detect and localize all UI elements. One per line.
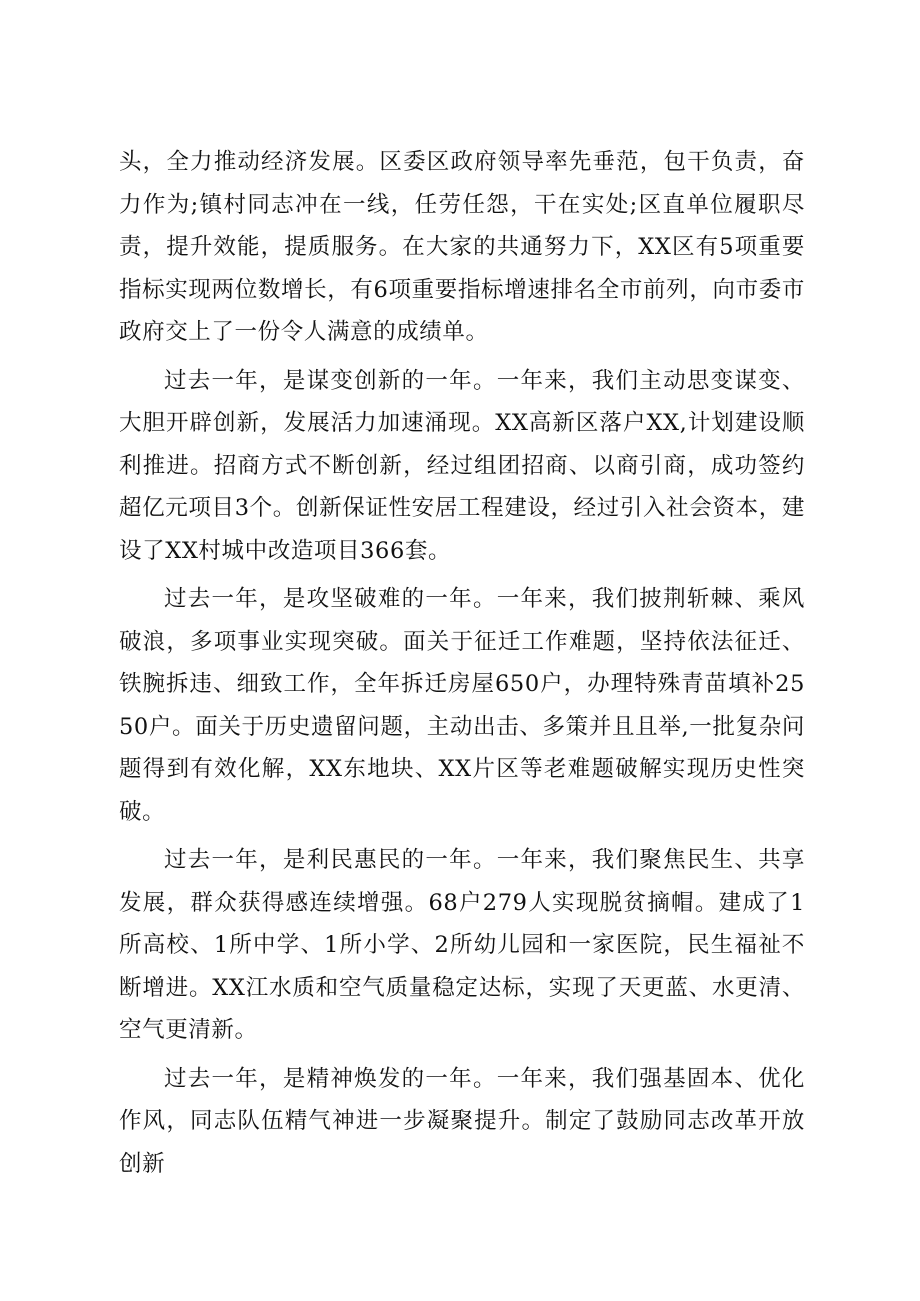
paragraph-continuation: 头，全力推动经济发展。区委区政府领导率先垂范，包干负责，奋力作为;镇村同志冲在一线，任劳任怨，干在实处;区直单位履职尽责，提升效能，提质服务。在大家的共通努力下，XX区有5项重要指标实现两位数增长，有6项重要指标增速排名全市前列，向市委市政府交上了一份令人满意的成绩单。	[119, 149, 805, 345]
paragraph-innovation: 过去一年，是谋变创新的一年。一年来，我们主动思变谋变、大胆开辟创新，发展活力加速涌现。XX高新区落户XX,计划建设顺利推进。招商方式不断创新，经过组团招商、以商引商，成功签约超亿元项目3个。创新保证性安居工程建设，经过引入社会资本，建设了XX村城中改造项目366套。	[119, 367, 805, 564]
paragraph-livelihood: 过去一年，是利民惠民的一年。一年来，我们聚焦民生、共享发展，群众获得感连续增强。68户279人实现脱贫摘帽。建成了1所高校、1所中学、1所小学、2所幼儿园和一家医院，民生福祉不断增进。XX江水质和空气质量稳定达标，实现了天更蓝、水更清、空气更清新。	[119, 847, 805, 1043]
paragraph-spirit: 过去一年，是精神焕发的一年。一年来，我们强基固本、优化作风，同志队伍精气神进一步凝聚提升。制定了鼓励同志改革开放创新	[119, 1065, 805, 1177]
paragraph-breakthrough: 过去一年，是攻坚破难的一年。一年来，我们披荆斩棘、乘风破浪，多项事业实现突破。面关于征迁工作难题，坚持依法征迁、铁腕拆违、细致工作，全年拆迁房屋650户，办理特殊青苗填补2550户。面关于历史遗留问题，主动出击、多策并且且举,一批复杂问题得到有效化解，XX东地块、XX片区等老难题破解实现历史性突破。	[119, 586, 805, 825]
document-body	[119, 141, 805, 1185]
